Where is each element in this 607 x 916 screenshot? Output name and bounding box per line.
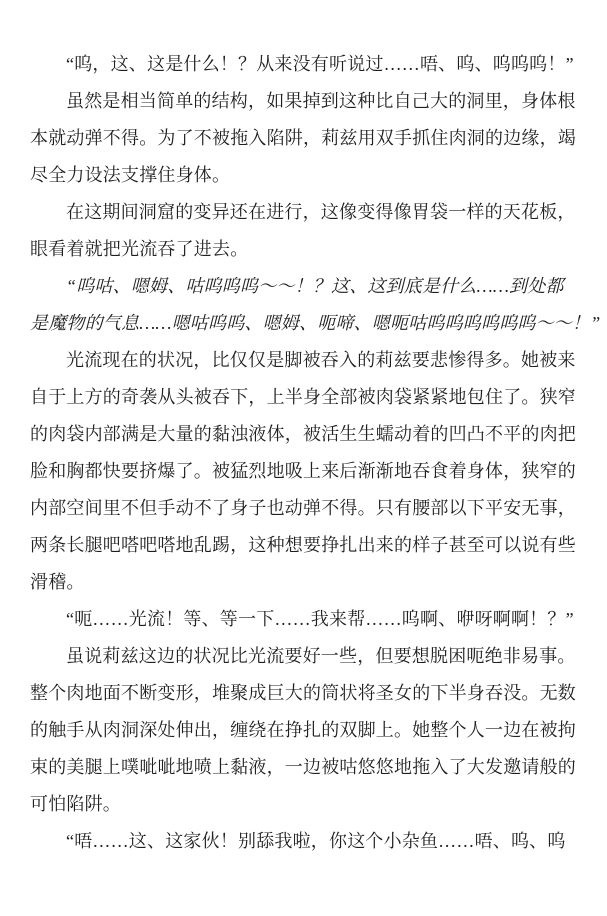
paragraph bbox=[30, 638, 577, 823]
paragraph bbox=[30, 83, 577, 194]
text-line: 尽全力设法支撑住身体。 bbox=[30, 165, 231, 185]
paragraph bbox=[30, 194, 577, 268]
text-line: “呜，这、这是什么！？从来没有听说过……唔、呜、呜呜呜！” bbox=[66, 54, 574, 74]
text-line: “唔……这、这家伙！别舔我啦，你这个小杂鱼……唔、呜、呜 bbox=[66, 831, 566, 851]
text-line: 光流现在的状况，比仅仅是脚被吞入的莉兹要悲惨得多。她被来 bbox=[66, 350, 576, 370]
text-line: 可怕陷阱。 bbox=[30, 794, 121, 814]
text-line: “呃……光流！等、等一下……我来帮……呜啊、咿呀啊啊！？” bbox=[66, 609, 574, 629]
text-line: 在这期间洞窟的变异还在进行，这像变得像胃袋一样的天花板， bbox=[66, 202, 576, 222]
text-line: 束的美腿上噗呲呲地喷上黏液，一边被咕悠悠地拖入了大发邀请般的 bbox=[30, 757, 576, 777]
text-line: 虽然是相当简单的结构，如果掉到这种比自己大的洞里，身体根 bbox=[66, 91, 576, 111]
text-line: 整个肉地面不断变形，堆聚成巨大的筒状将圣女的下半身吞没。无数 bbox=[30, 683, 576, 703]
text-line: 眼看着就把光流吞了进去。 bbox=[30, 239, 249, 259]
paragraph bbox=[30, 46, 577, 83]
text-line: 虽说莉兹这边的状况比光流要好一些，但要想脱困呃绝非易事。 bbox=[66, 646, 576, 666]
paragraph bbox=[30, 823, 577, 860]
paragraph bbox=[30, 268, 601, 342]
text-line: 两条长腿吧嗒吧嗒地乱踢，这种想要挣扎出来的样子甚至可以说有些 bbox=[30, 535, 576, 555]
text-line: 滑稽。 bbox=[30, 572, 85, 592]
text-line: 内部空间里不但手动不了身子也动弹不得。只有腰部以下平安无事， bbox=[30, 498, 576, 518]
text-line: “呜咕、嗯姆、咕呜呜呜～～！？这、这到底是什么……到处都 bbox=[66, 276, 564, 296]
text-line: 是魔物的气息……嗯咕呜呜、嗯姆、呃啼、嗯呃咕呜呜呜呜呜呜～～！” bbox=[30, 313, 601, 333]
paragraph bbox=[30, 342, 577, 601]
text-content bbox=[30, 46, 601, 860]
text-line: 自于上方的奇袭从头被吞下，上半身全部被肉袋紧紧地包住了。狭窄 bbox=[30, 387, 576, 407]
text-line: 的肉袋内部满是大量的黏浊液体，被活生生蠕动着的凹凸不平的肉把 bbox=[30, 424, 576, 444]
paragraph bbox=[30, 601, 577, 638]
text-line: 的触手从肉洞深处伸出，缠绕在挣扎的双脚上。她整个人一边在被拘 bbox=[30, 720, 576, 740]
text-line: 脸和胸都快要挤爆了。被猛烈地吸上来后渐渐地吞食着身体，狭窄的 bbox=[30, 461, 576, 481]
text-line: 本就动弹不得。为了不被拖入陷阱，莉兹用双手抓住肉洞的边缘，竭 bbox=[30, 128, 576, 148]
